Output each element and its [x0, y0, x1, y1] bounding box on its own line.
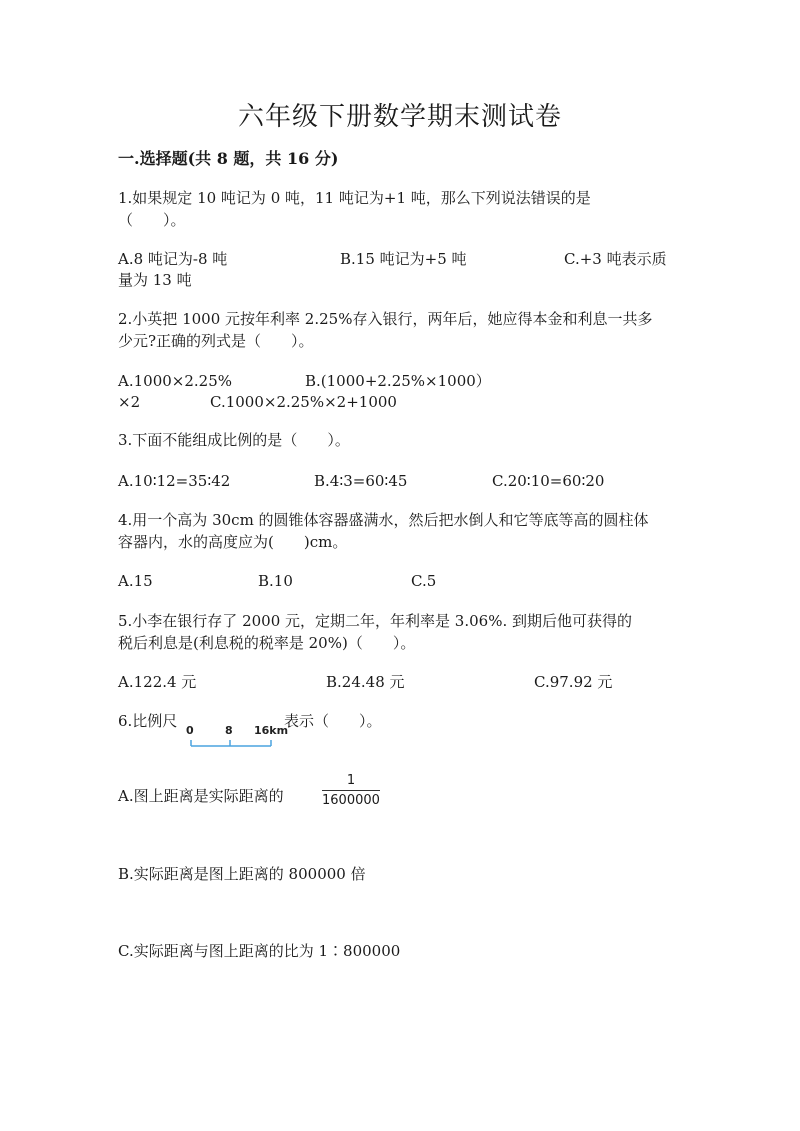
- section-heading: 一.选择题(共 8 题，共 16 分): [118, 149, 339, 168]
- q5-option-a: A.122.4 元: [118, 673, 197, 691]
- q5-option-c: C.97.92 元: [534, 673, 613, 691]
- q1-stem-line2: （ ）。: [118, 211, 186, 229]
- q6-option-b: B.实际距离是图上距离的 800000 倍: [118, 865, 366, 883]
- q4-option-c: C.5: [411, 572, 437, 590]
- q5-stem-line1: 5.小李在银行存了 2000 元，定期二年，年利率是 3.06%. 到期后他可获得的: [118, 612, 632, 630]
- q1-option-c-line1: C.+3 吨表示质: [564, 250, 667, 268]
- page-title: 六年级下册数学期末测试卷: [237, 102, 562, 132]
- q4-stem-line1: 4.用一个高为 30cm 的圆锥体容器盛满水，然后把水倒人和它等底等高的圆柱体: [118, 511, 649, 529]
- q6-stem-suffix: 表示（ ）。: [284, 712, 382, 730]
- q1-stem-line1: 1.如果规定 10 吨记为 0 吨，11 吨记为+1 吨，那么下列说法错误的是: [118, 189, 591, 207]
- q1-option-b: B.15 吨记为+5 吨: [340, 250, 467, 268]
- q2-stem-line1: 2.小英把 1000 元按年利率 2.25%存入银行，两年后，她应得本金和利息一共多: [118, 310, 653, 328]
- q6-option-a-text: A.图上距离是实际距离的: [118, 787, 284, 805]
- scale-bar-figure: [186, 722, 289, 752]
- q3-option-b: B.4∶3=60∶45: [314, 472, 408, 490]
- q6-option-a-fraction: [322, 773, 380, 808]
- q3-option-a: A.10∶12=35∶42: [118, 472, 231, 490]
- q5-option-b: B.24.48 元: [326, 673, 405, 691]
- scale-label-8: 8: [225, 724, 233, 737]
- q2-stem-line2: 少元?正确的列式是（ ）。: [118, 332, 314, 350]
- q1-option-c-line2: 量为 13 吨: [118, 271, 192, 289]
- q2-option-a: A.1000×2.25%: [118, 372, 232, 390]
- q3-stem: 3.下面不能组成比例的是（ ）。: [118, 431, 350, 449]
- q2-option-c: C.1000×2.25%×2+1000: [210, 393, 397, 411]
- scale-label-16km: 16km: [254, 724, 289, 737]
- q3-option-c: C.20∶10=60∶20: [492, 472, 605, 490]
- q6-option-c: C.实际距离与图上距离的比为 1∶800000: [118, 942, 401, 960]
- scale-label-0: 0: [186, 724, 194, 737]
- q5-stem-line2: 税后利息是(利息税的税率是 20%)（ ）。: [118, 634, 416, 652]
- scale-bar-line: [186, 736, 286, 750]
- q1-option-a: A.8 吨记为-8 吨: [118, 250, 228, 268]
- q4-option-b: B.10: [258, 572, 293, 590]
- q2-option-b-line1: B.(1000+2.25%×1000）: [305, 372, 491, 390]
- q6-stem-prefix: 6.比例尺: [118, 712, 178, 730]
- q4-option-a: A.15: [118, 572, 153, 590]
- q4-stem-line2: 容器内，水的高度应为( )cm。: [118, 533, 348, 551]
- fraction-denominator: 1600000: [322, 793, 380, 808]
- q2-option-b-line2: ×2: [118, 393, 141, 411]
- fraction-numerator: 1: [322, 773, 380, 791]
